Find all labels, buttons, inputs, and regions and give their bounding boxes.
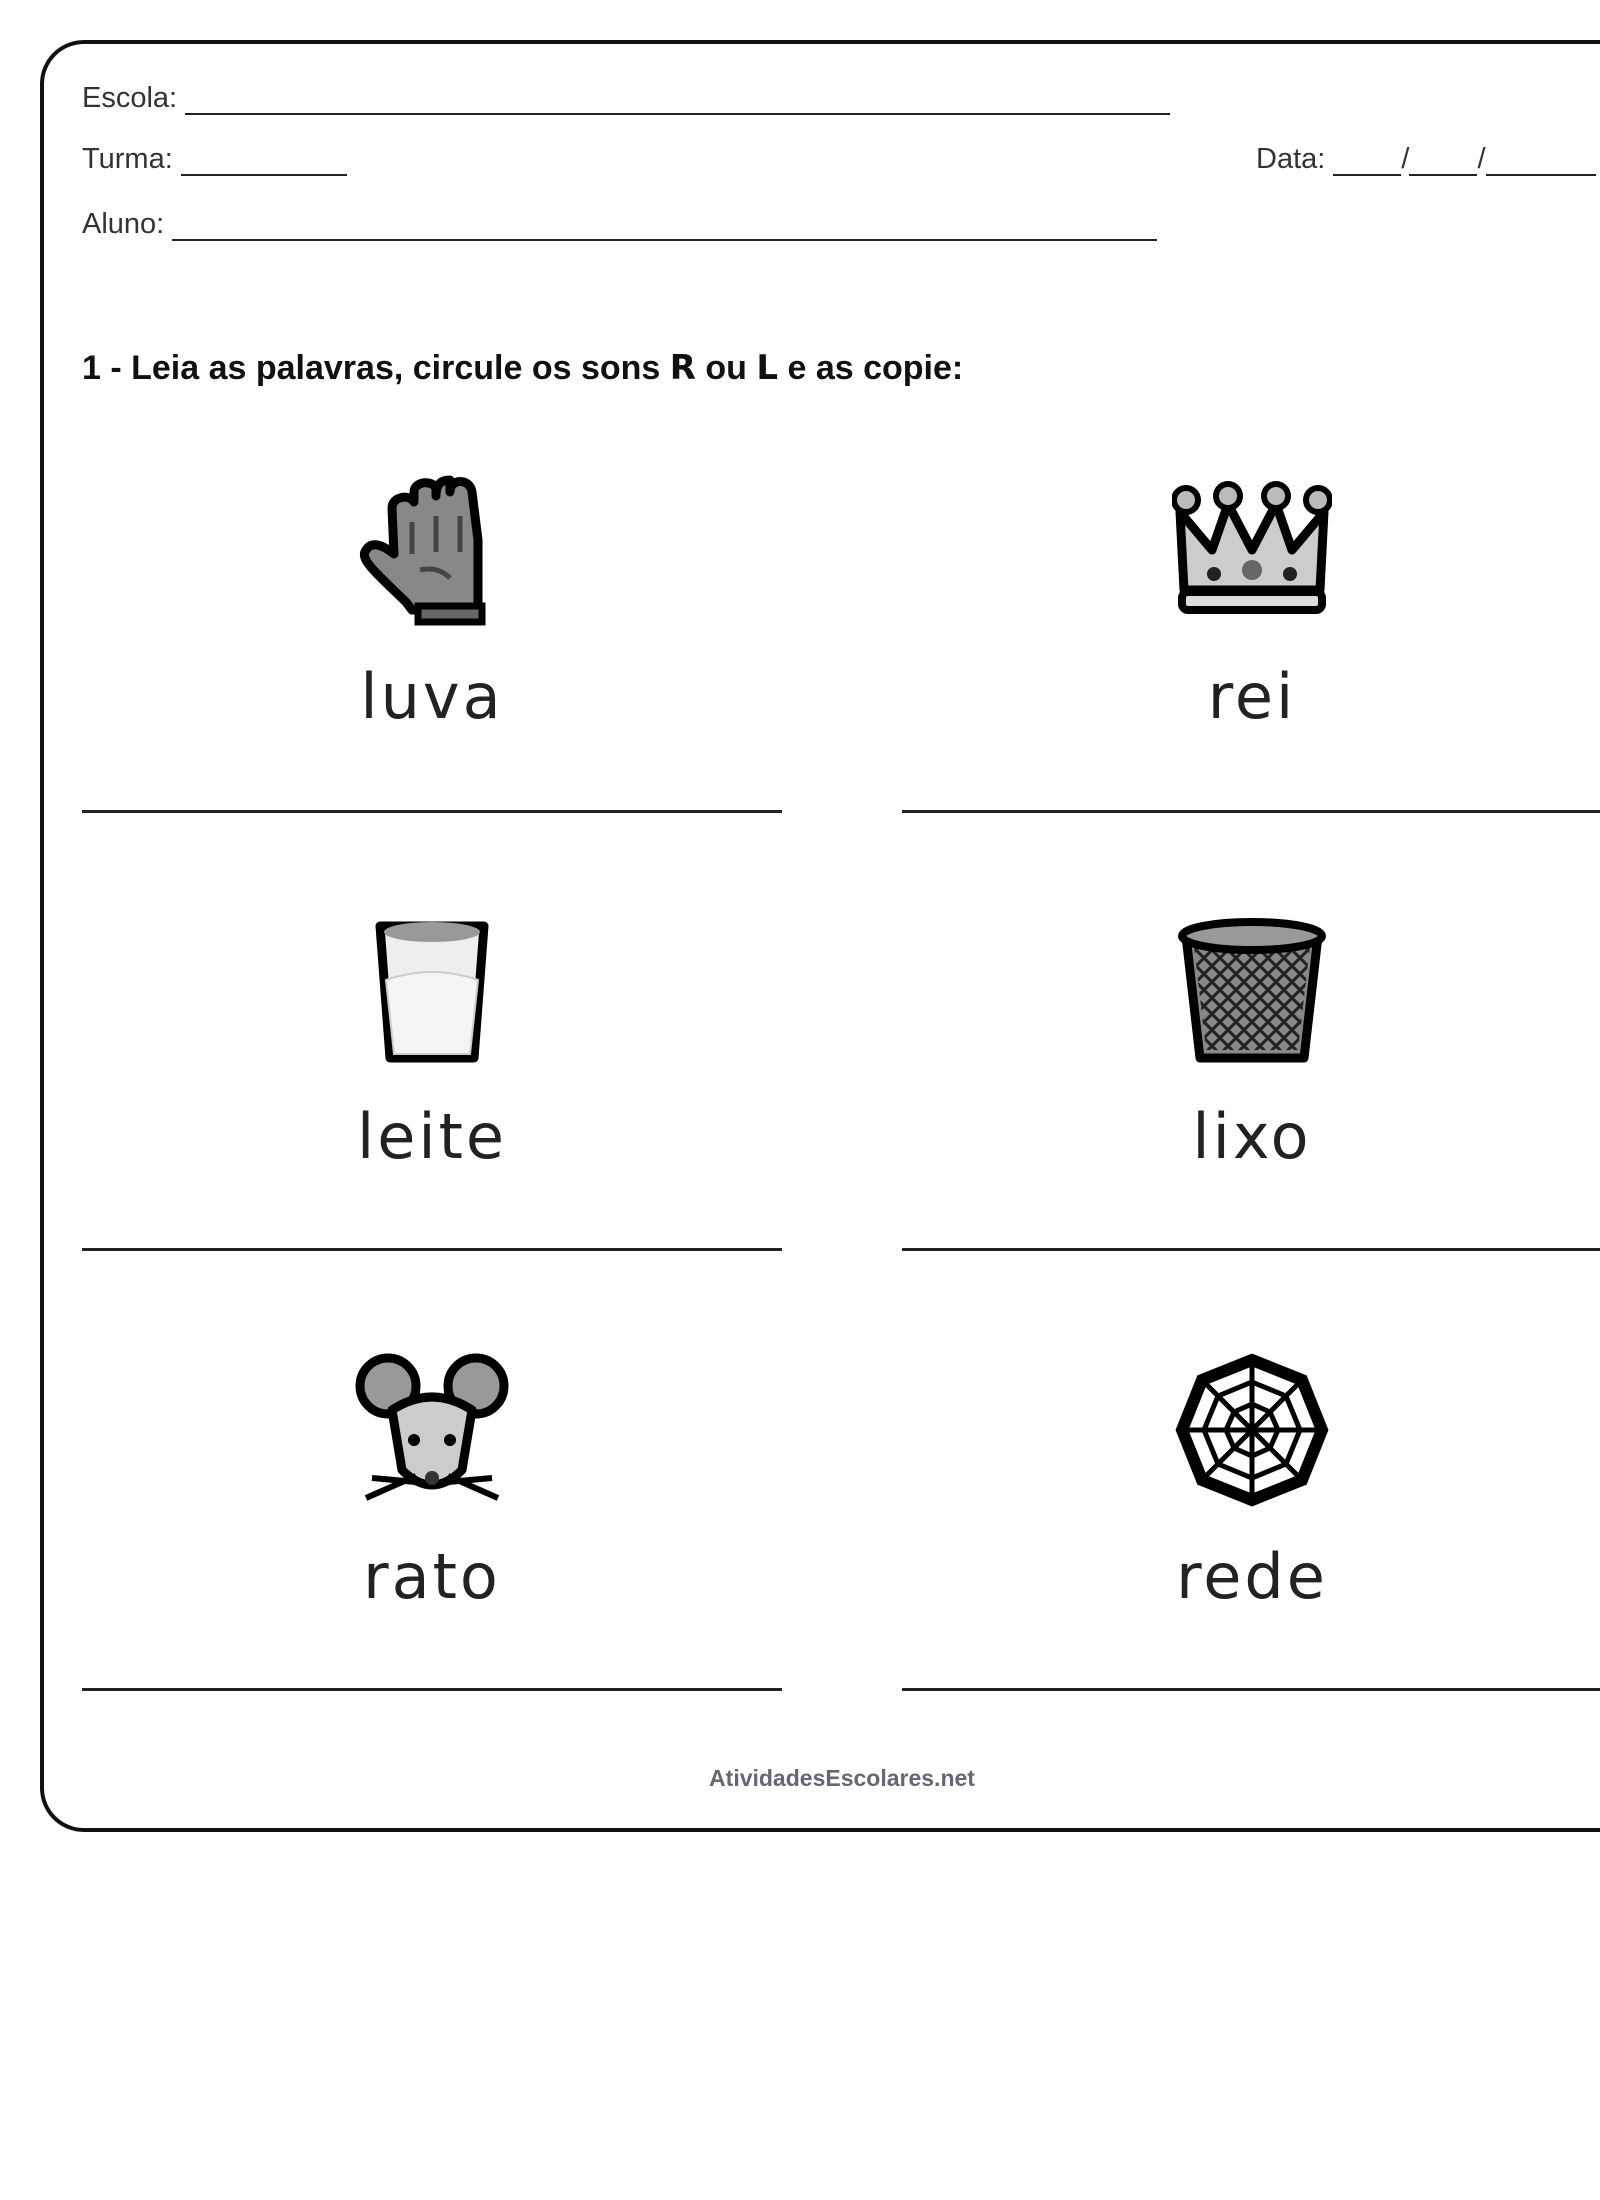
instruction-middle: ou bbox=[695, 349, 757, 387]
data-separator-1: / bbox=[1401, 143, 1410, 175]
writing-line bbox=[82, 810, 782, 813]
item-cell bbox=[82, 470, 782, 820]
item-cell bbox=[82, 1350, 782, 1700]
data-field bbox=[1256, 143, 1596, 176]
item-cell bbox=[902, 910, 1600, 1260]
item-cell bbox=[902, 1350, 1600, 1700]
spider-web-icon bbox=[1172, 1350, 1332, 1510]
turma-field bbox=[82, 143, 347, 176]
footer-site: AtividadesEscolares.net bbox=[709, 1765, 975, 1791]
data-year-line bbox=[1486, 144, 1596, 176]
instruction-prefix: 1 - Leia as palavras, circule os sons bbox=[82, 349, 670, 387]
word-label: rato bbox=[363, 1540, 501, 1613]
aluno-field bbox=[82, 208, 1157, 241]
instruction-suffix: e as copie: bbox=[778, 349, 964, 387]
writing-line bbox=[902, 1248, 1600, 1251]
writing-line bbox=[82, 1688, 782, 1691]
item-cell bbox=[82, 910, 782, 1260]
instruction-letter-l: L bbox=[756, 348, 779, 388]
milk-glass-icon bbox=[352, 910, 512, 1070]
word-label: leite bbox=[356, 1100, 508, 1173]
data-separator-2: / bbox=[1477, 143, 1486, 175]
escola-field bbox=[82, 82, 1170, 115]
aluno-label: Aluno: bbox=[82, 208, 165, 240]
instruction-heading bbox=[82, 348, 963, 388]
word-label: luva bbox=[360, 660, 504, 733]
word-label: lixo bbox=[1192, 1100, 1312, 1173]
aluno-line bbox=[172, 209, 1157, 241]
data-label: Data: bbox=[1256, 143, 1326, 175]
mouse-face-icon bbox=[352, 1350, 512, 1510]
item-cell bbox=[902, 470, 1600, 820]
turma-label: Turma: bbox=[82, 143, 173, 175]
glove-icon bbox=[352, 470, 512, 630]
word-label: rei bbox=[1207, 660, 1297, 733]
word-label: rede bbox=[1176, 1540, 1328, 1613]
escola-label: Escola: bbox=[82, 82, 178, 114]
writing-line bbox=[902, 1688, 1600, 1691]
data-day-line bbox=[1333, 144, 1401, 176]
wastebasket-icon bbox=[1172, 910, 1332, 1070]
escola-line bbox=[185, 83, 1170, 115]
data-month-line bbox=[1409, 144, 1477, 176]
writing-line bbox=[82, 1248, 782, 1251]
instruction-letter-r: R bbox=[669, 348, 696, 388]
turma-line bbox=[181, 144, 347, 176]
writing-line bbox=[902, 810, 1600, 813]
crown-icon bbox=[1172, 470, 1332, 630]
